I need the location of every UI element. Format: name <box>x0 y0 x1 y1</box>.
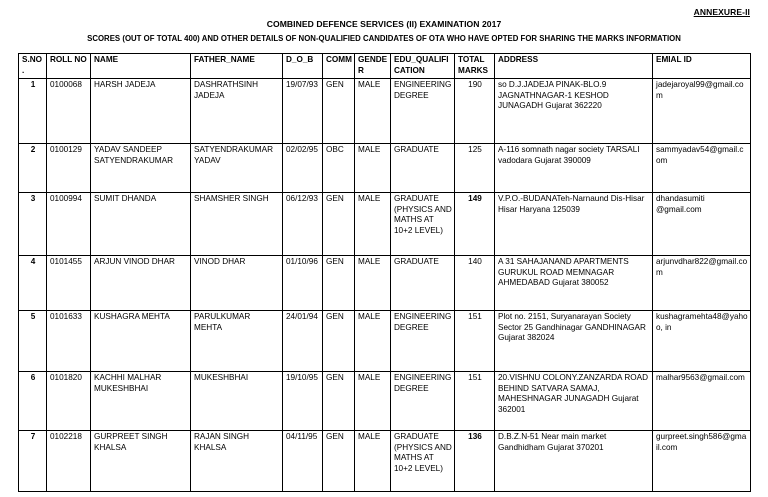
column-header-email-id: EMIAL ID <box>653 54 751 79</box>
column-header-roll-no: ROLL NO <box>47 54 91 79</box>
cell-name: YADAV SANDEEP SATYENDRAKUMAR <box>91 144 191 193</box>
cell-comm: GEN <box>323 256 355 311</box>
table-header <box>19 54 751 79</box>
cell-address: so D.J.JADEJA PINAK-BLO.9 JAGNATHNAGAR-1 KESHOD JUNAGADH Gujarat 362220 <box>495 79 653 144</box>
cell-name: HARSH JADEJA <box>91 79 191 144</box>
cell-email-id: malhar9563@gmail.com <box>653 372 751 431</box>
cell-email-id: kushagramehta48@yahoo, in <box>653 311 751 372</box>
document-title-block <box>0 16 768 45</box>
cell-name: KUSHAGRA MEHTA <box>91 311 191 372</box>
cell-name: KACHHI MALHAR MUKESHBHAI <box>91 372 191 431</box>
cell-gender: MALE <box>355 311 391 372</box>
page-subtitle: SCORES (OUT OF TOTAL 400) AND OTHER DETAILS OF NON-QUALIFIED CANDIDATES OF OTA WHO HAVE OPTED FOR SHARING THE MARKS INFORMATION <box>87 34 681 43</box>
cell-comm: GEN <box>323 79 355 144</box>
cell-edu-qualification: ENGINEERING DEGREE <box>391 372 455 431</box>
column-header-comm: COMM <box>323 54 355 79</box>
cell-comm: GEN <box>323 193 355 256</box>
cell-total-marks: 151 <box>455 372 495 431</box>
cell-total-marks: 136 <box>455 431 495 492</box>
cell-address: D.B.Z.N-51 Near main market Gandhidham Gujarat 370201 <box>495 431 653 492</box>
cell-gender: MALE <box>355 79 391 144</box>
cell-gender: MALE <box>355 144 391 193</box>
cell-father-name: MUKESHBHAI <box>191 372 283 431</box>
cell-roll-no: 0100068 <box>47 79 91 144</box>
cell-name: SUMIT DHANDA <box>91 193 191 256</box>
cell-gender: MALE <box>355 372 391 431</box>
cell-roll-no: 0100129 <box>47 144 91 193</box>
table-row <box>19 372 751 431</box>
cell-dob: 19/10/95 <box>283 372 323 431</box>
cell-total-marks: 140 <box>455 256 495 311</box>
cell-email-id: arjunvdhar822@gmail.com <box>653 256 751 311</box>
table-body <box>19 79 751 492</box>
cell-father-name: SHAMSHER SINGH <box>191 193 283 256</box>
table-row <box>19 256 751 311</box>
cell-roll-no: 0102218 <box>47 431 91 492</box>
cell-roll-no: 0101455 <box>47 256 91 311</box>
cell-email-id: dhandasumiti @gmail.com <box>653 193 751 256</box>
cell-dob: 06/12/93 <box>283 193 323 256</box>
cell-sno: 5 <box>19 311 47 372</box>
cell-edu-qualification: GRADUATE <box>391 256 455 311</box>
cell-address: 20.VISHNU COLONY.ZANZARDA ROAD BEHIND SATVARA SAMAJ, MAHESHNAGAR JUNAGADH Gujarat 362001 <box>495 372 653 431</box>
cell-address: Plot no. 2151, Suryanarayan Society Sector 25 Gandhinagar GANDHINAGAR Gujarat 382024 <box>495 311 653 372</box>
cell-gender: MALE <box>355 256 391 311</box>
cell-edu-qualification: GRADUATE (PHYSICS AND MATHS AT 10+2 LEVEL) <box>391 193 455 256</box>
cell-total-marks: 151 <box>455 311 495 372</box>
column-header-father-name: FATHER_NAME <box>191 54 283 79</box>
cell-sno: 3 <box>19 193 47 256</box>
cell-father-name: SATYENDRAKUMAR YADAV <box>191 144 283 193</box>
column-header-name: NAME <box>91 54 191 79</box>
cell-address: V.P.O.-BUDANATeh-Narnaund Dis-Hisar Hisar Haryana 125039 <box>495 193 653 256</box>
column-header-sno: S.NO. <box>19 54 47 79</box>
table-row <box>19 193 751 256</box>
table-row <box>19 79 751 144</box>
cell-total-marks: 190 <box>455 79 495 144</box>
annexure-label: ANNEXURE-II <box>693 7 750 17</box>
table-row <box>19 311 751 372</box>
column-header-total-marks: TOTAL MARKS <box>455 54 495 79</box>
page-title: COMBINED DEFENCE SERVICES (II) EXAMINATION 2017 <box>266 19 502 29</box>
cell-email-id: jadejaroyal99@gmail.com <box>653 79 751 144</box>
cell-gender: MALE <box>355 431 391 492</box>
column-header-gender: GENDER <box>355 54 391 79</box>
cell-sno: 6 <box>19 372 47 431</box>
column-header-dob: D_O_B <box>283 54 323 79</box>
candidates-table <box>18 53 751 492</box>
cell-sno: 1 <box>19 79 47 144</box>
cell-gender: MALE <box>355 193 391 256</box>
cell-roll-no: 0101820 <box>47 372 91 431</box>
cell-edu-qualification: ENGINEERING DEGREE <box>391 311 455 372</box>
cell-edu-qualification: GRADUATE <box>391 144 455 193</box>
cell-dob: 24/01/94 <box>283 311 323 372</box>
cell-edu-qualification: GRADUATE (PHYSICS AND MATHS AT 10+2 LEVEL) <box>391 431 455 492</box>
cell-comm: GEN <box>323 311 355 372</box>
cell-address: A 31 SAHAJANAND APARTMENTS GURUKUL ROAD MEMNAGAR AHMEDABAD Gujarat 380052 <box>495 256 653 311</box>
cell-name: ARJUN VINOD DHAR <box>91 256 191 311</box>
table-row <box>19 431 751 492</box>
table-header-row <box>19 54 751 79</box>
cell-dob: 02/02/95 <box>283 144 323 193</box>
cell-dob: 01/10/96 <box>283 256 323 311</box>
cell-father-name: VINOD DHAR <box>191 256 283 311</box>
cell-sno: 7 <box>19 431 47 492</box>
cell-address: A-116 somnath nagar society TARSALI vadodara Gujarat 390009 <box>495 144 653 193</box>
column-header-edu-qualification: EDU_QUALIFICATION <box>391 54 455 79</box>
column-header-address: ADDRESS <box>495 54 653 79</box>
cell-email-id: sammyadav54@gmail.com <box>653 144 751 193</box>
cell-edu-qualification: ENGINEERING DEGREE <box>391 79 455 144</box>
cell-dob: 19/07/93 <box>283 79 323 144</box>
cell-comm: OBC <box>323 144 355 193</box>
cell-father-name: DASHRATHSINH JADEJA <box>191 79 283 144</box>
cell-father-name: RAJAN SINGH KHALSA <box>191 431 283 492</box>
cell-roll-no: 0100994 <box>47 193 91 256</box>
candidates-table-container <box>0 45 768 492</box>
cell-total-marks: 125 <box>455 144 495 193</box>
cell-name: GURPREET SINGH KHALSA <box>91 431 191 492</box>
cell-comm: GEN <box>323 431 355 492</box>
cell-comm: GEN <box>323 372 355 431</box>
cell-sno: 2 <box>19 144 47 193</box>
cell-father-name: PARULKUMAR MEHTA <box>191 311 283 372</box>
cell-email-id: gurpreet.singh586@gmail.com <box>653 431 751 492</box>
cell-sno: 4 <box>19 256 47 311</box>
table-row <box>19 144 751 193</box>
cell-roll-no: 0101633 <box>47 311 91 372</box>
annexure-header <box>0 0 768 16</box>
cell-dob: 04/11/95 <box>283 431 323 492</box>
cell-total-marks: 149 <box>455 193 495 256</box>
